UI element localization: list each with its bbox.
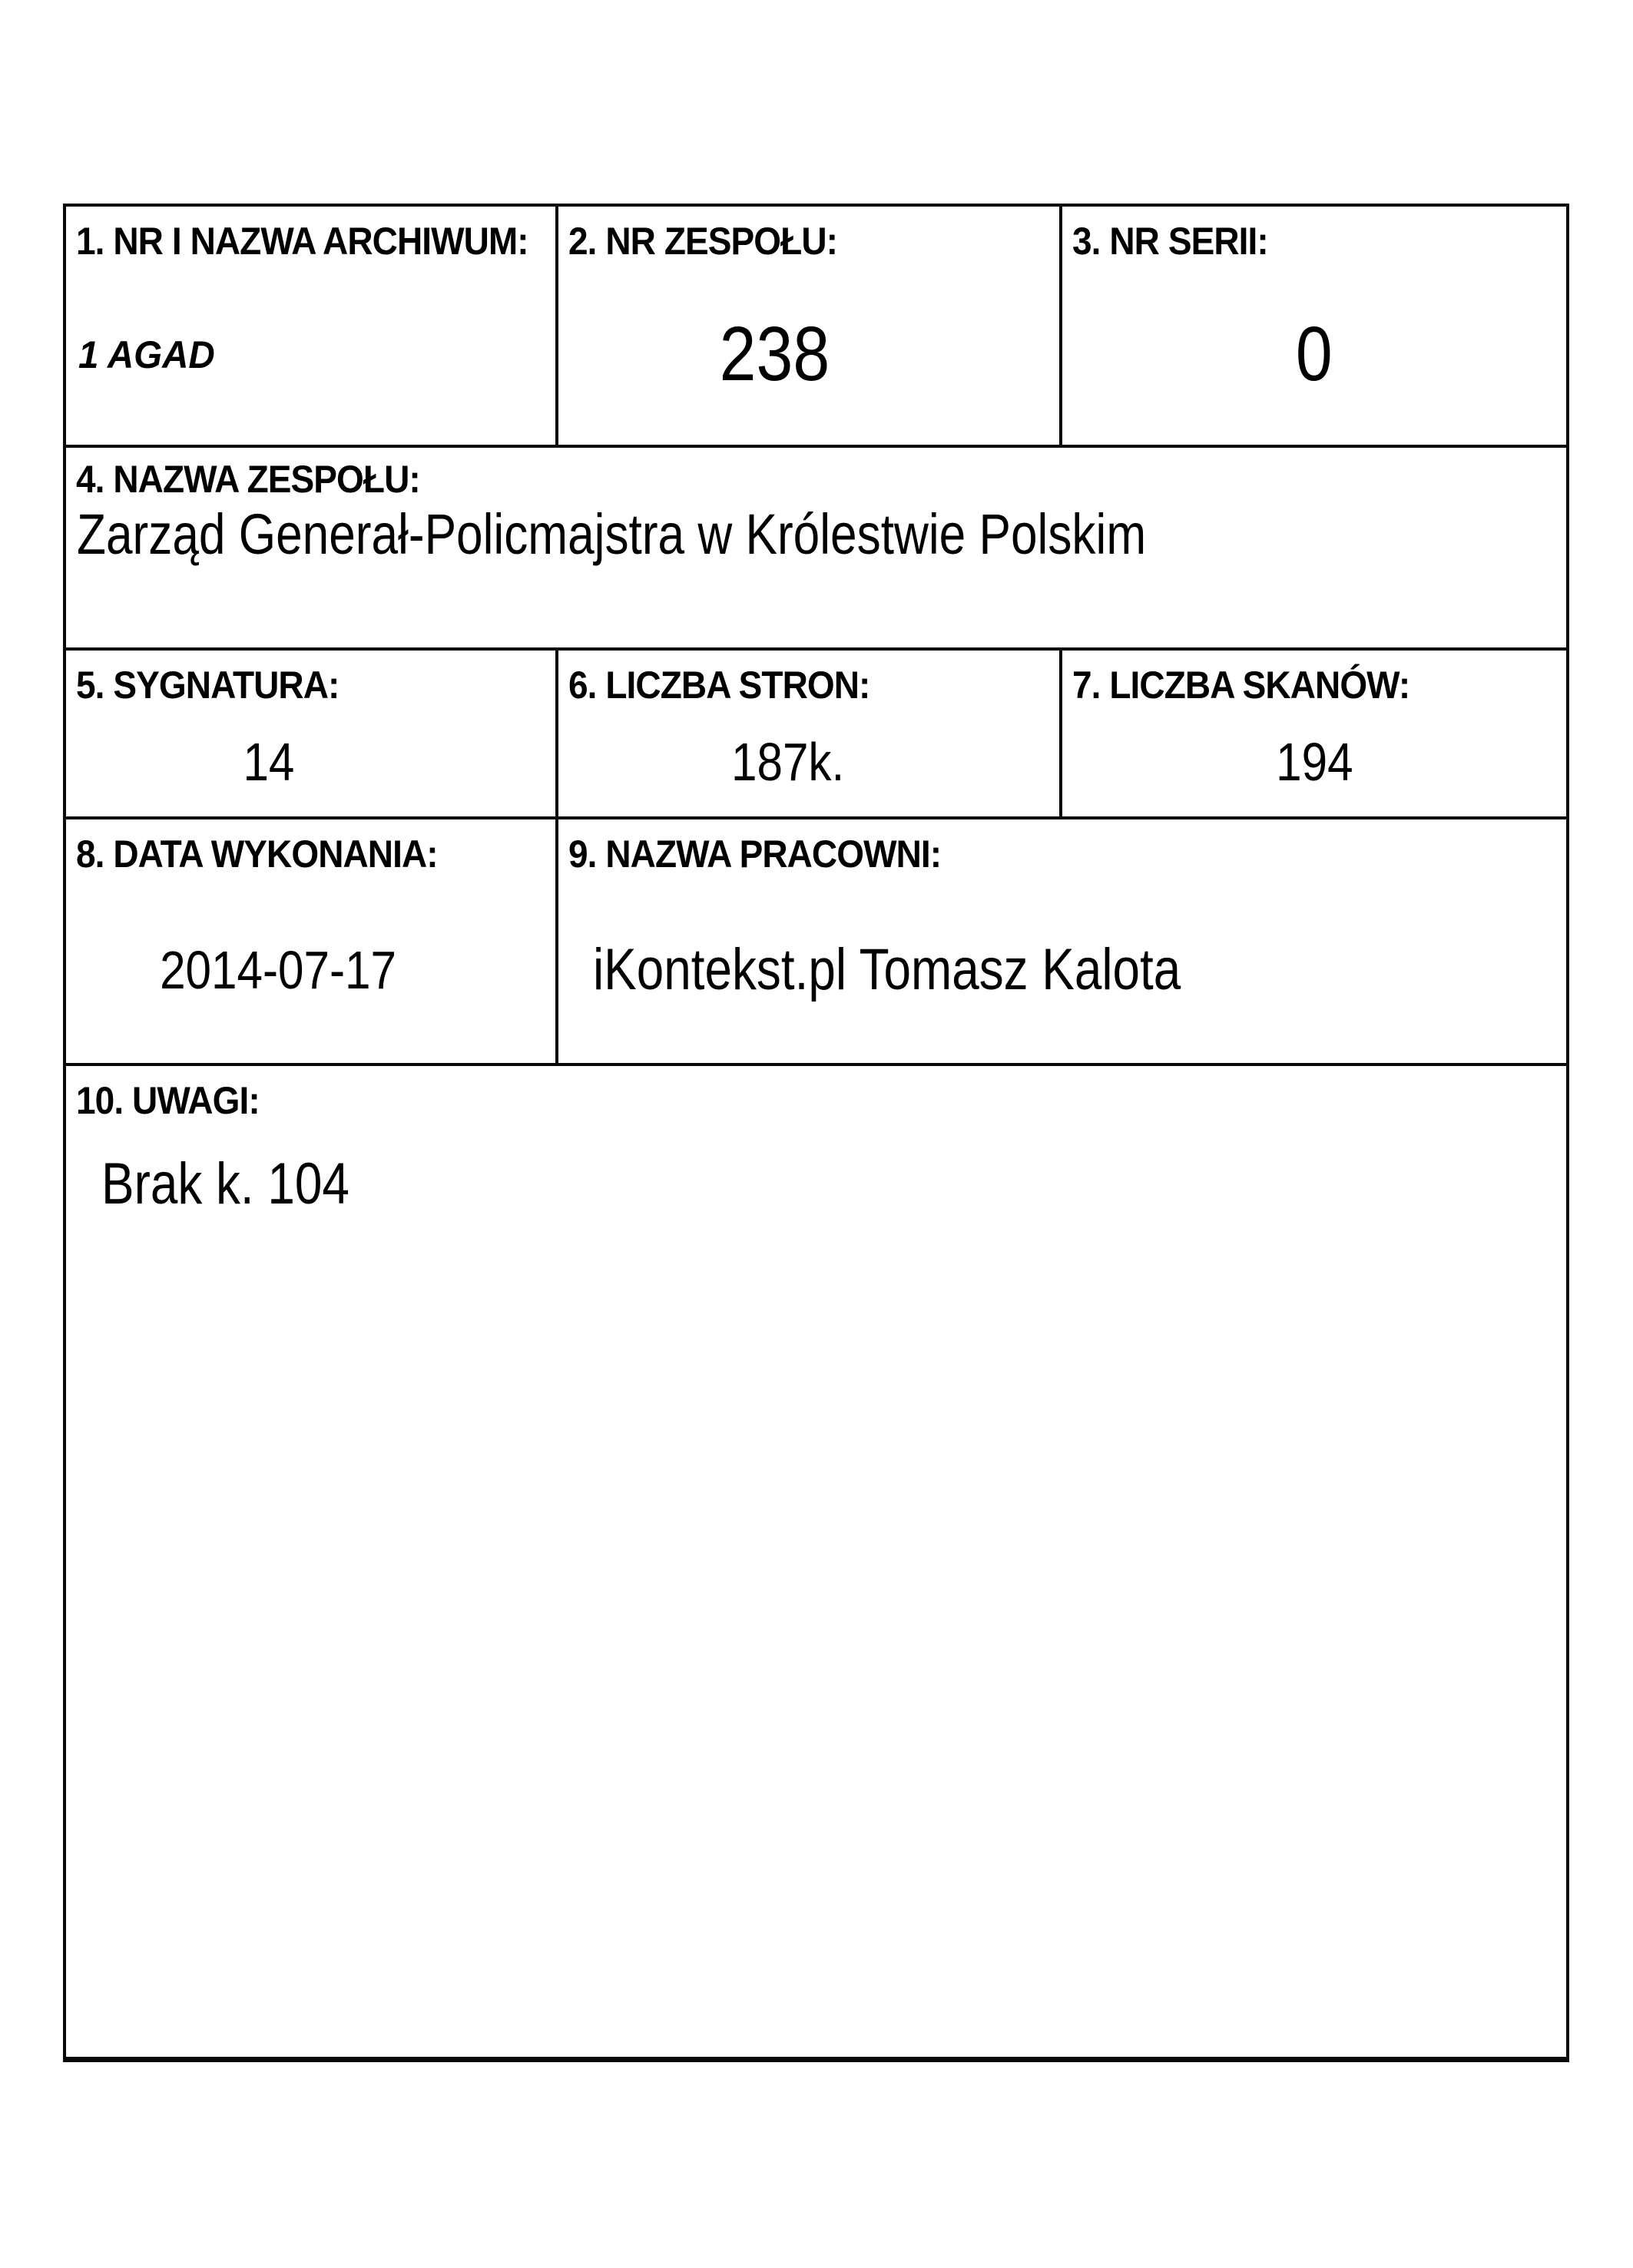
field-signature-value: 14: [243, 732, 294, 792]
field-archive-value: 1 AGAD: [78, 333, 215, 376]
field-series-number-cell: [1062, 207, 1566, 448]
field-fonds-number-value: 238: [719, 311, 830, 397]
field-remarks-value: Brak k. 104: [101, 1151, 349, 1217]
field-archive-cell: [66, 207, 558, 448]
field-signature-label: 5. SYGNATURA:: [76, 664, 340, 707]
field-fonds-number-label-wrap: [558, 207, 1059, 263]
field-remarks-value-wrap: [66, 1123, 1566, 1217]
field-remarks-cell: [66, 1066, 1566, 2057]
field-date-label-wrap: [66, 819, 555, 876]
field-workshop-value: iKontekst.pl Tomasz Kalota: [593, 936, 1181, 1002]
field-series-number-value: 0: [1296, 311, 1333, 397]
field-page-count-cell: [558, 651, 1062, 819]
field-workshop-cell: [558, 819, 1566, 1066]
field-series-number-label: 3. NR SERII:: [1072, 220, 1268, 263]
field-date-label: 8. DATA WYKONANIA:: [76, 833, 438, 876]
field-fonds-number-cell: [558, 207, 1062, 448]
field-date-value: 2014-07-17: [160, 939, 396, 1000]
field-scan-count-value-wrap: [1062, 707, 1566, 816]
field-workshop-label-wrap: [558, 819, 1566, 876]
field-page-count-value-wrap: [558, 707, 1059, 816]
field-archive-value-wrap: [66, 263, 555, 445]
field-series-number-value-wrap: [1062, 263, 1566, 445]
field-fonds-name-cell: [66, 448, 1566, 651]
field-remarks-label: 10. UWAGI:: [76, 1079, 260, 1122]
field-page-count-label-wrap: [558, 651, 1059, 707]
field-page-count-label: 6. LICZBA STRON:: [568, 664, 870, 707]
field-scan-count-cell: [1062, 651, 1566, 819]
field-fonds-name-value: Zarząd Generał-Policmajstra w Królestwie Polskim: [77, 502, 1147, 566]
field-archive-label: 1. NR I NAZWA ARCHIWUM:: [76, 220, 528, 263]
field-fonds-number-value-wrap: [558, 263, 1059, 445]
archive-metadata-table: [63, 204, 1569, 2062]
field-signature-cell: [66, 651, 558, 819]
field-date-cell: [66, 819, 558, 1066]
field-signature-value-wrap: [66, 707, 555, 816]
field-signature-label-wrap: [66, 651, 555, 707]
field-workshop-label: 9. NAZWA PRACOWNI:: [568, 833, 942, 876]
field-fonds-name-value-wrap: [66, 502, 1566, 566]
field-series-number-label-wrap: [1062, 207, 1566, 263]
field-page-count-value: 187k.: [730, 732, 845, 792]
field-fonds-name-label-wrap: [66, 448, 1566, 502]
field-scan-count-value: 194: [1275, 732, 1353, 792]
field-scan-count-label-wrap: [1062, 651, 1566, 707]
field-remarks-label-wrap: [66, 1066, 1566, 1123]
field-scan-count-label: 7. LICZBA SKANÓW:: [1072, 664, 1410, 707]
field-fonds-number-label: 2. NR ZESPOŁU:: [568, 220, 838, 263]
field-fonds-name-label: 4. NAZWA ZESPOŁU:: [76, 458, 420, 501]
field-workshop-value-wrap: [558, 876, 1566, 1063]
field-date-value-wrap: [66, 876, 555, 1063]
field-archive-label-wrap: [66, 207, 555, 263]
